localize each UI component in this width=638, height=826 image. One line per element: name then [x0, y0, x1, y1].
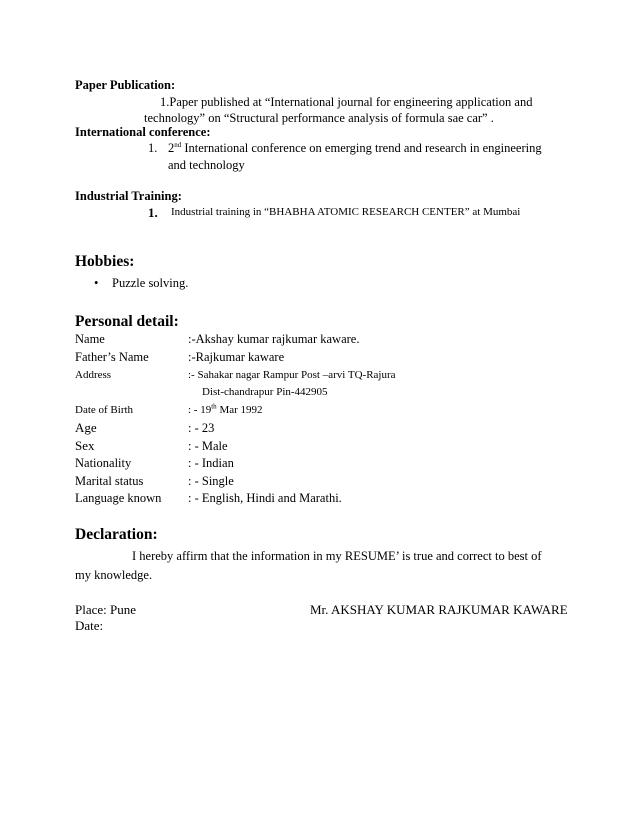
paper-publication-line1: 1.Paper published at “International journal for engineering application and	[160, 95, 533, 109]
declaration-line2: my knowledge.	[75, 568, 153, 582]
name-label: Name	[75, 332, 105, 346]
date-text: Date:	[75, 618, 104, 633]
sex-label: Sex	[75, 438, 95, 453]
international-conference-number: 1.	[148, 141, 158, 155]
industrial-training-heading: Industrial Training:	[75, 189, 182, 203]
marital-status-value: : - Single	[188, 474, 234, 488]
age-label: Age	[75, 420, 97, 435]
father-name-value: :-Rajkumar kaware	[188, 350, 285, 364]
nationality-label: Nationality	[75, 456, 132, 470]
address-value-line2: Dist-chandrapur Pin-442905	[202, 386, 328, 398]
international-conference-line2: and technology	[168, 158, 245, 172]
address-value-line1: :- Sahakar nagar Rampur Post –arvi TQ-Rajura	[188, 369, 396, 381]
declaration-line1: I hereby affirm that the information in my RESUME’ is true and correct to best of	[132, 549, 542, 563]
age-value: : - 23	[188, 421, 215, 435]
declaration-heading: Declaration:	[75, 526, 158, 543]
international-conference-heading: International conference:	[75, 125, 211, 139]
industrial-training-number: 1.	[148, 205, 158, 220]
bullet-icon: •	[94, 276, 99, 290]
hobbies-heading: Hobbies:	[75, 253, 135, 270]
paper-publication-line2: technology” on “Structural performance analysis of formula sae car” .	[144, 111, 494, 125]
nationality-value: : - Indian	[188, 456, 234, 470]
sex-value: : - Male	[188, 439, 228, 453]
address-label: Address	[75, 369, 112, 381]
place-text: Place: Pune	[75, 602, 137, 617]
personal-detail-heading: Personal detail:	[75, 313, 179, 330]
industrial-training-text: Industrial training in “BHABHA ATOMIC RESEARCH CENTER” at Mumbai	[171, 206, 521, 218]
paper-publication-heading: Paper Publication:	[75, 78, 176, 92]
dob-label: Date of Birth	[75, 404, 134, 416]
marital-status-label: Marital status	[75, 474, 144, 488]
language-known-value: : - English, Hindi and Marathi.	[188, 491, 342, 505]
father-name-label: Father’s Name	[75, 350, 149, 364]
name-value: :-Akshay kumar rajkumar kaware.	[188, 332, 360, 346]
international-conference-line1: 2nd International conference on emerging trend and research in engineering	[168, 140, 542, 155]
hobby-item: Puzzle solving.	[112, 276, 189, 290]
language-known-label: Language known	[75, 491, 162, 505]
dob-value: : - 19th Mar 1992	[188, 402, 263, 416]
signature-name: Mr. AKSHAY KUMAR RAJKUMAR KAWARE	[310, 602, 568, 617]
